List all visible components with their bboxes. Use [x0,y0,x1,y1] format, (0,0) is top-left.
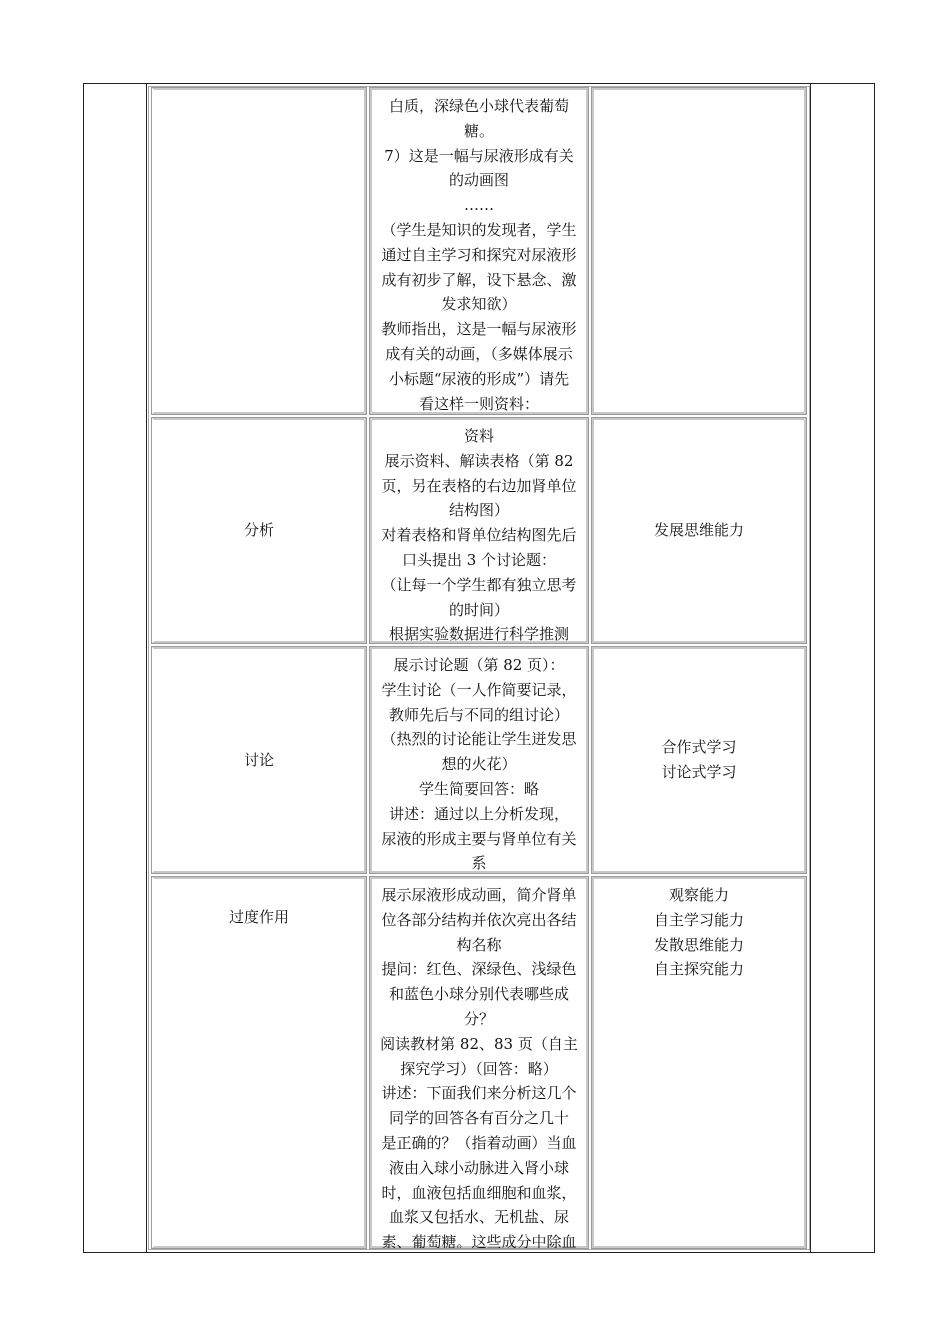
activity-line: 学生简要回答：略 [418,779,539,798]
activity-line: 是正确的？（指着动画）当血 [381,1133,577,1152]
activity-line: 白质，深绿色小球代表葡萄 [388,97,569,115]
ability-cell [591,876,807,1249]
activity-line: 和蓝色小球分别代表哪些成 [388,985,569,1004]
lesson-table [148,86,810,1250]
ability-item: 发展思维能力 [653,521,744,539]
table-row [149,417,809,644]
ability-cell [591,417,807,644]
stage-cell [151,87,367,415]
ability-item: 合作式学习 [661,738,737,757]
activity-line: 阅读教材第 82、83 页（自主 [380,1034,578,1053]
activity-line: 对着表格和肾单位结构图先后 [381,526,577,545]
table-row [149,87,809,415]
activity-line: 展示尿液形成动画，简介肾单 [381,886,577,904]
outer-left-divider [146,84,147,1252]
activity-line: 口头提出 3 个讨论题： [401,550,557,569]
ability-item: 发散思维能力 [653,935,744,954]
outer-right-divider [810,84,811,1252]
activity-line: （学生是知识的发现者，学生 [381,220,577,239]
stage-label: 分析 [243,521,274,540]
activity-line: 7）这是一幅与尿液形成有关 [384,146,574,165]
activity-line: 同学的回答各有百分之几十 [388,1109,569,1128]
activity-line: 展示资料、解读表格（第 82 [384,451,574,470]
activity-line: 成有初步了解，设下悬念、激 [381,270,577,289]
activity-line: 血浆又包括水、无机盐、尿 [388,1208,569,1227]
activity-line: 探究学习）（回答：略） [400,1059,558,1078]
activity-line: 时，血液包括血细胞和血浆， [381,1183,577,1202]
activity-line: 位各部分结构并依次亮出各结 [381,910,577,929]
activity-line: 发求知欲） [441,295,517,314]
ability-cell [591,87,807,415]
activity-line: 想的火花） [441,755,517,774]
activity-cell [369,876,589,1252]
activity-line: 尿液的形成主要与肾单位有关 [381,829,577,848]
activity-line: 提问：红色、深绿色、浅绿色 [381,960,577,979]
activity-line: 素、葡萄糖。这些成分中除血 [381,1233,577,1252]
outer-table [83,83,875,1253]
activity-line: 的时间） [448,600,509,619]
activity-line: …… [464,196,494,215]
activity-line: 构名称 [456,935,502,954]
activity-line: 资料 [463,427,494,445]
table-row [149,646,809,874]
activity-line: 成有关的动画，（多媒体展示 [385,344,573,363]
activity-line: 小标题“尿液的形成”）请先 [388,369,570,388]
activity-line: 教师先后与不同的组讨论） [388,705,569,724]
activity-line: 页，另在表格的右边加肾单位 [381,476,577,495]
stage-cell [151,876,367,1249]
activity-line: 根据实验数据进行科学推测 [388,625,569,644]
activity-cell [369,417,589,644]
activity-line: 讲述：下面我们来分析这几个 [381,1084,577,1103]
activity-line: 系 [471,854,487,873]
activity-line: 通过自主学习和探究对尿液形 [381,245,577,264]
ability-item: 讨论式学习 [661,763,737,781]
ability-cell [591,646,807,874]
activity-line: 讲述：通过以上分析发现， [388,804,569,823]
ability-item: 自主探究能力 [653,960,744,979]
ability-item: 自主学习能力 [653,910,744,929]
table-row [149,876,809,1252]
stage-label: 讨论 [243,750,274,769]
activity-line: 结构图） [448,501,509,520]
activity-line: 展示讨论题（第 82 页）： [393,656,565,674]
activity-line: 糖。 [463,121,494,140]
activity-line: 液由入球小动脉进入肾小球 [388,1158,569,1177]
activity-line: 的动画图 [448,171,509,190]
activity-cell [369,646,589,874]
activity-cell [369,87,589,415]
stage-label: 过度作用 [228,908,289,926]
activity-line: （热烈的讨论能让学生迸发思 [381,730,577,749]
ability-item: 观察能力 [668,886,729,904]
activity-line: 学生讨论（一人作简要记录， [381,680,577,699]
stage-cell [151,646,367,874]
activity-line: 分？ [463,1009,494,1028]
stage-cell [151,417,367,644]
activity-line: 教师指出，这是一幅与尿液形 [381,320,577,339]
activity-line: （让每一个学生都有独立思考 [381,575,577,594]
activity-line: 看这样一则资料： [418,394,539,413]
